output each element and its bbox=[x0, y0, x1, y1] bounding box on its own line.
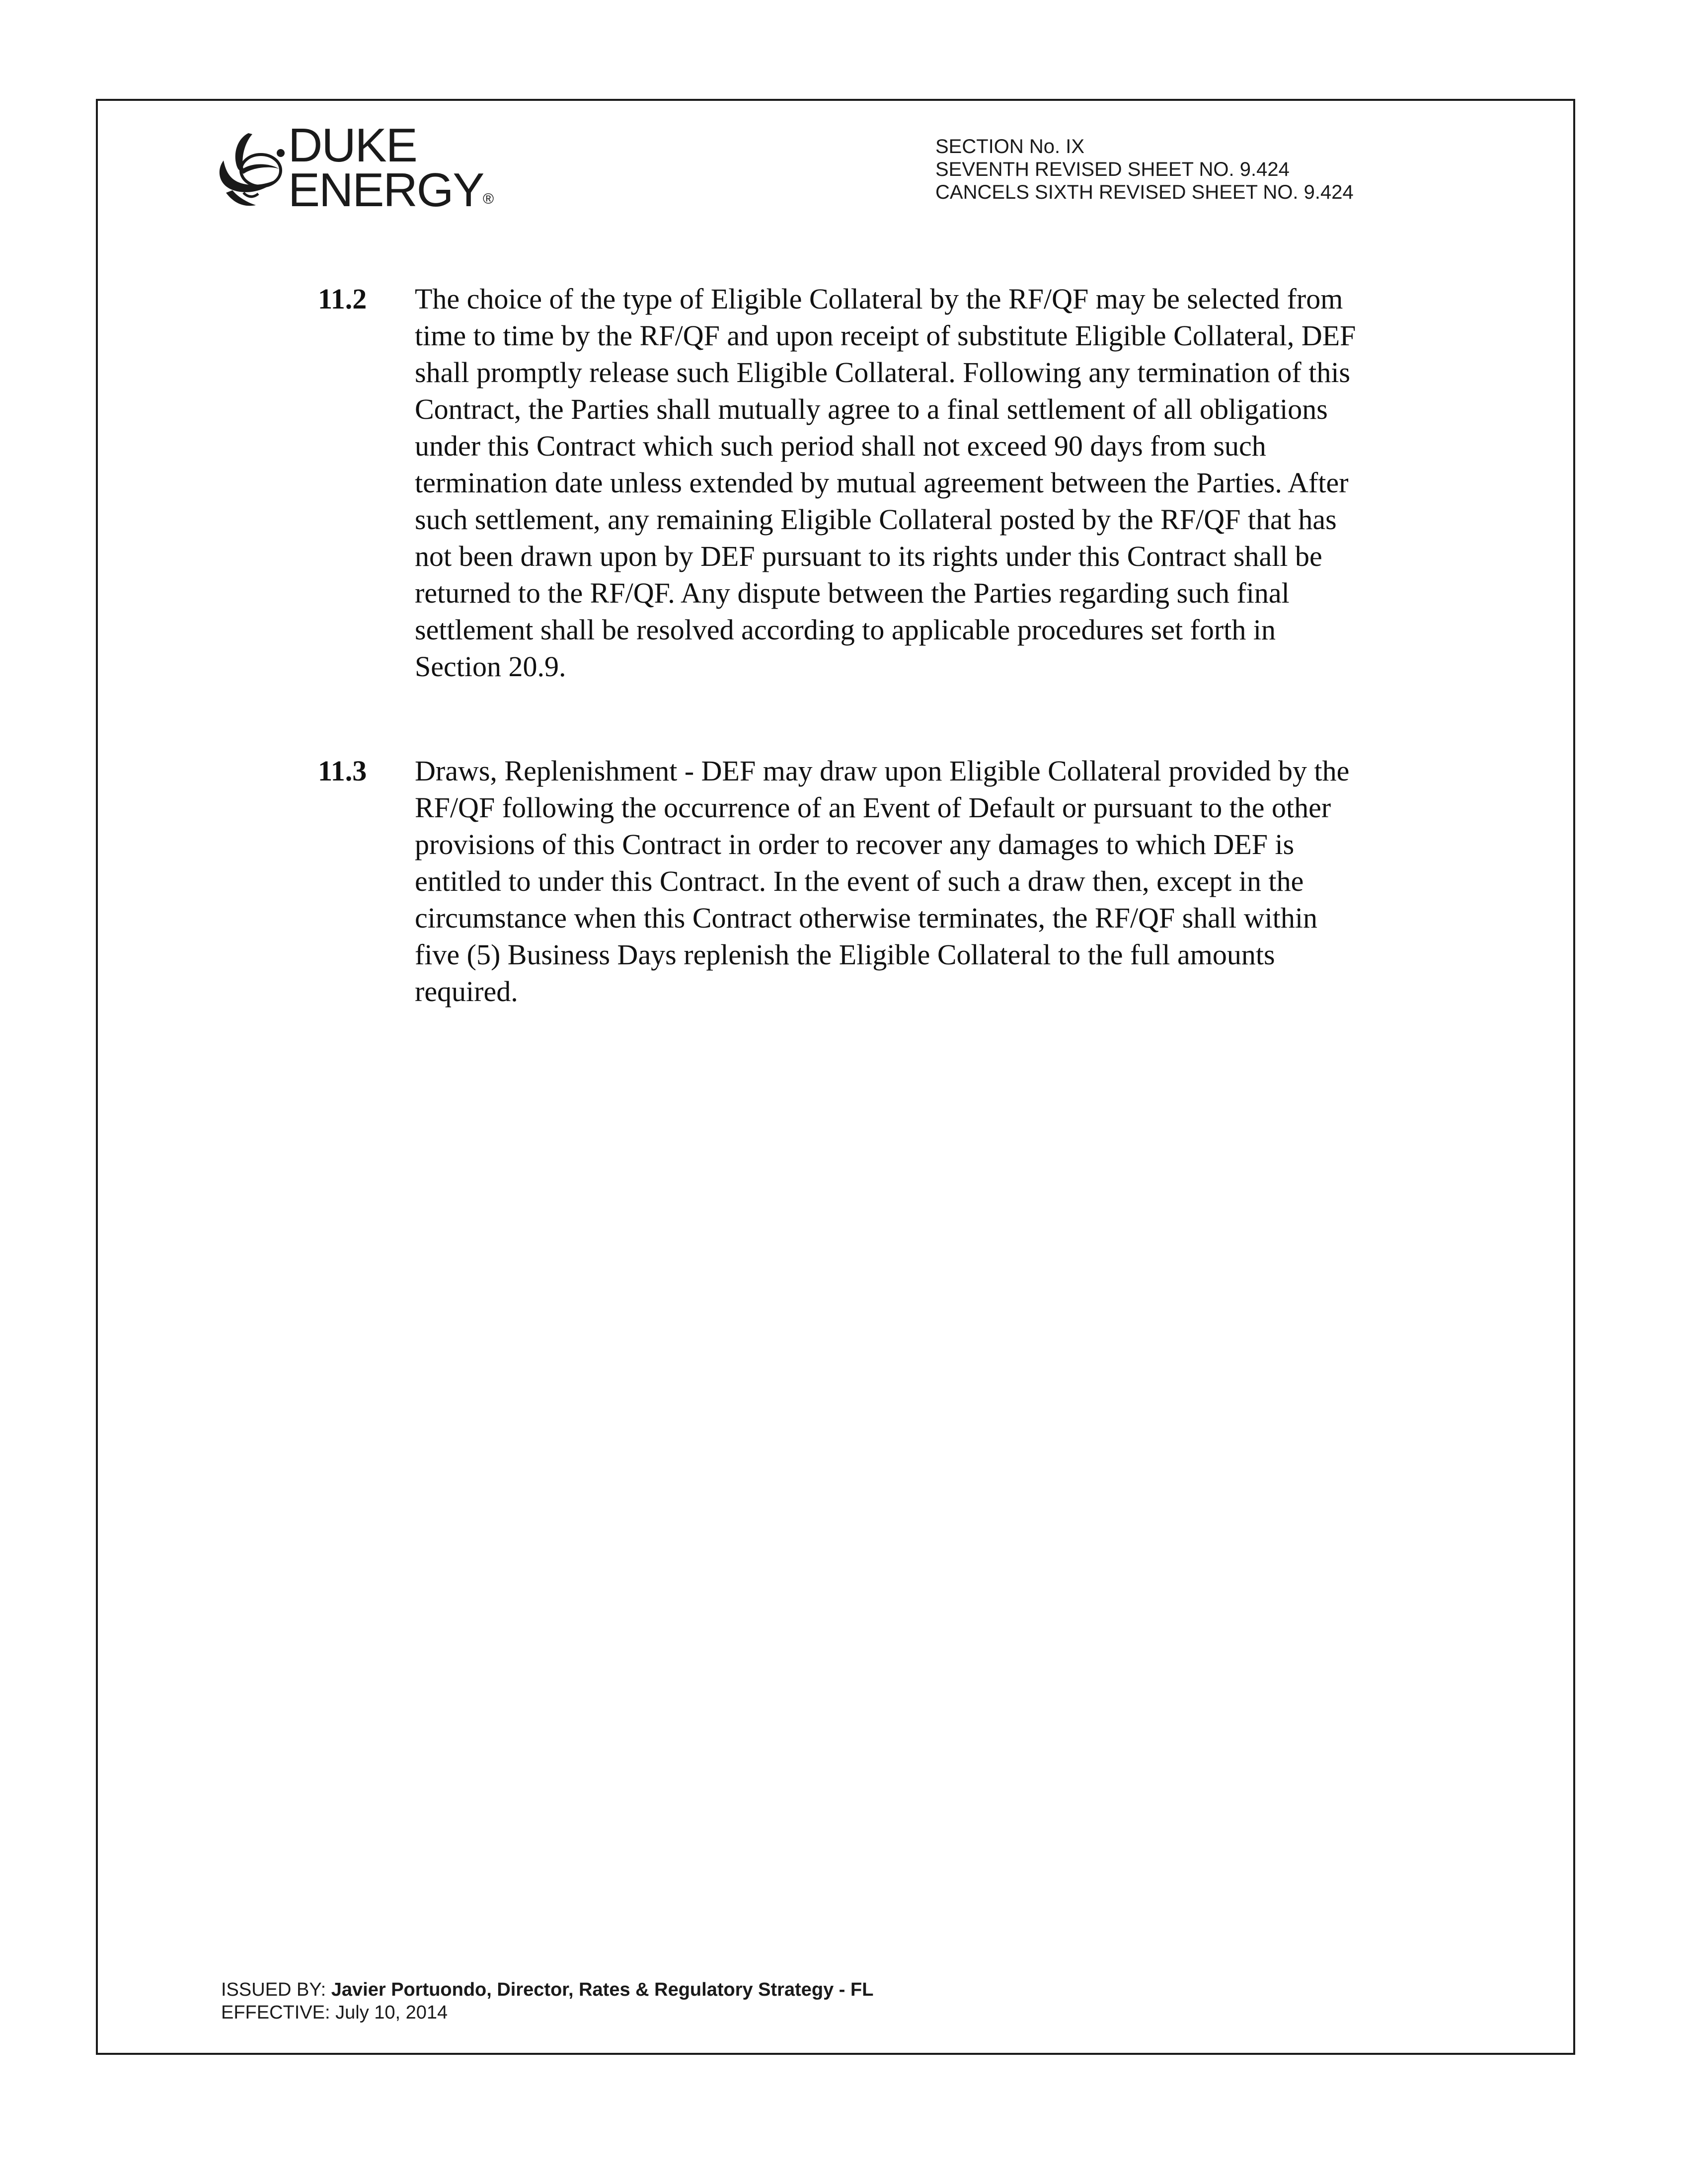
logo-wordmark bbox=[288, 119, 484, 217]
clause-line: under this Contract which such period shall not exceed 90 days from such bbox=[415, 430, 1266, 462]
clause-line: five (5) Business Days replenish the Eligible Collateral to the full amounts bbox=[415, 938, 1275, 971]
clause-line: required. bbox=[415, 975, 518, 1008]
effective-row bbox=[221, 2001, 873, 2024]
registered-mark: ® bbox=[483, 191, 494, 207]
clause-number: 11.2 bbox=[318, 283, 367, 315]
clause-body bbox=[415, 281, 1478, 685]
clause-body bbox=[415, 753, 1478, 1010]
clause-line: time to time by the RF/QF and upon receipt of substitute Eligible Collateral, DEF bbox=[415, 319, 1356, 352]
effective-value: July 10, 2014 bbox=[335, 2002, 448, 2023]
clause-line: RF/QF following the occurrence of an Event of Default or pursuant to the other bbox=[415, 791, 1331, 824]
effective-label: EFFECTIVE: bbox=[221, 2002, 336, 2023]
clause-line: not been drawn upon by DEF pursuant to its rights under this Contract shall be bbox=[415, 540, 1322, 572]
clause-number: 11.3 bbox=[318, 755, 367, 787]
clause-line: Section 20.9. bbox=[415, 650, 566, 683]
clause-line: termination date unless extended by mutual agreement between the Parties. After bbox=[415, 467, 1349, 499]
clause-line: circumstance when this Contract otherwise terminates, the RF/QF shall within bbox=[415, 902, 1317, 934]
clause-line: settlement shall be resolved according to applicable procedures set forth in bbox=[415, 614, 1276, 646]
clause-line: provisions of this Contract in order to recover any damages to which DEF is bbox=[415, 828, 1295, 860]
logo-wordmark-line1: DUKE bbox=[288, 119, 417, 172]
clause-line: Contract, the Parties shall mutually agree to a final settlement of all obligations bbox=[415, 393, 1328, 425]
issued-by-value: Javier Portuondo, Director, Rates & Regulatory Strategy - FL bbox=[331, 1979, 874, 2000]
clause-line: returned to the RF/QF. Any dispute between the Parties regarding such final bbox=[415, 577, 1290, 609]
issuance-footer bbox=[221, 1978, 873, 2024]
issued-by-row bbox=[221, 1978, 873, 2001]
issued-by-label: ISSUED BY: bbox=[221, 1979, 331, 2000]
section-number: SECTION No. IX bbox=[935, 136, 1085, 157]
cancels-sheet: CANCELS SIXTH REVISED SHEET NO. 9.424 bbox=[935, 181, 1354, 203]
logo-wordmark-line2: ENERGY bbox=[288, 163, 484, 217]
clause-line: entitled to under this Contract. In the event of such a draw then, except in the bbox=[415, 865, 1304, 897]
clause-line: such settlement, any remaining Eligible Collateral posted by the RF/QF that has bbox=[415, 503, 1337, 536]
duke-energy-logo bbox=[214, 119, 512, 218]
duke-energy-swirl-icon bbox=[214, 123, 288, 218]
clause-line: The choice of the type of Eligible Collateral by the RF/QF may be selected from bbox=[415, 283, 1343, 315]
clause-line: shall promptly release such Eligible Collateral. Following any termination of this bbox=[415, 356, 1351, 389]
clause-line: Draws, Replenishment - DEF may draw upon Eligible Collateral provided by the bbox=[415, 755, 1350, 787]
sheet-header bbox=[935, 135, 1354, 204]
sheet-number: SEVENTH REVISED SHEET NO. 9.424 bbox=[935, 158, 1290, 180]
